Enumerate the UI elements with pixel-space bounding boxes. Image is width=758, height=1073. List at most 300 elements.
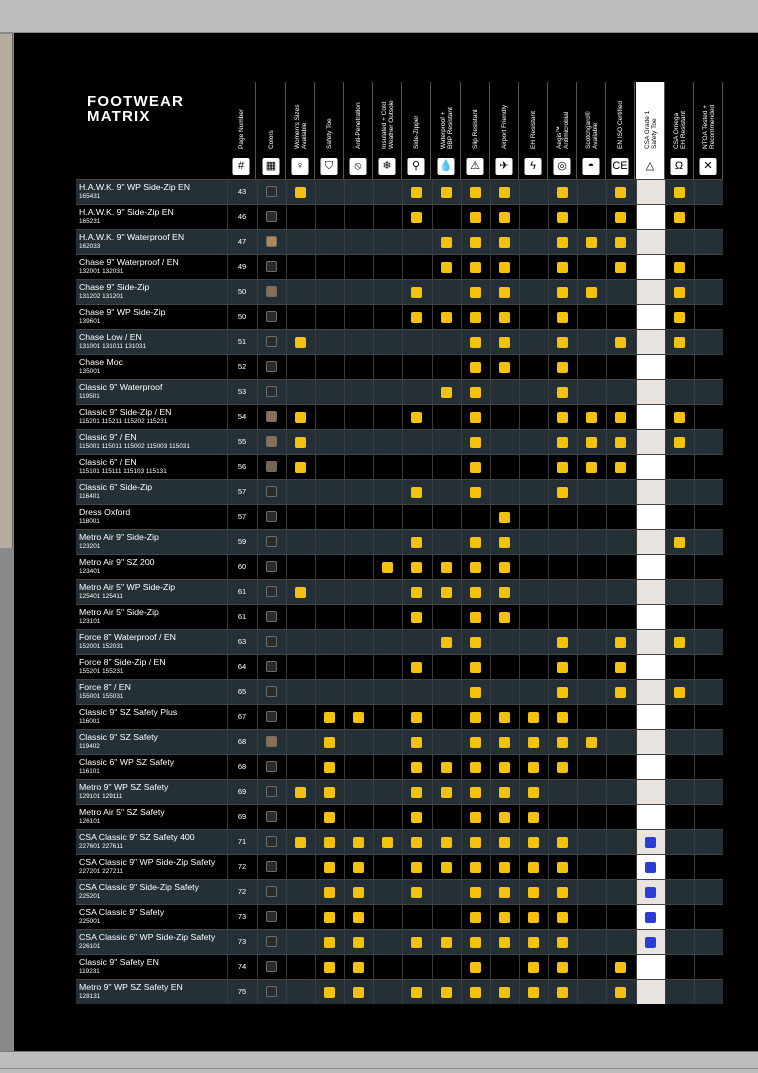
cell-csa_g1 [636, 255, 665, 279]
cell-airport [490, 605, 519, 629]
feature-marker [353, 712, 364, 723]
cell-aegis [548, 180, 577, 204]
page-number: 55 [227, 430, 256, 454]
cell-women [286, 830, 315, 854]
feature-marker [528, 762, 539, 773]
feature-marker [411, 612, 422, 623]
cell-csa_omega [665, 755, 694, 779]
table-row [76, 254, 723, 279]
feature-marker [557, 712, 568, 723]
cell-ntoa [694, 705, 723, 729]
cell-wp_bbp [432, 580, 461, 604]
color-swatch [266, 611, 277, 622]
cell-csa_omega [665, 230, 694, 254]
cell-eh [519, 255, 548, 279]
feature-marker [557, 337, 568, 348]
column-header-label: EN ISO Certified [617, 100, 624, 149]
product-codes: 125401 125411 [79, 593, 123, 600]
cell-scotch [577, 330, 606, 354]
cell-csa_omega [665, 505, 694, 529]
page-number: 64 [227, 655, 256, 679]
feature-marker [499, 987, 510, 998]
cell-scotch [577, 605, 606, 629]
feature-marker [441, 262, 452, 273]
cell-slip [461, 280, 490, 304]
cell-insulated [373, 705, 402, 729]
feature-marker [411, 562, 422, 573]
cell-colors [257, 455, 286, 479]
cell-insulated [373, 605, 402, 629]
page-number: 50 [227, 305, 256, 329]
cell-scotch [577, 530, 606, 554]
cell-aegis [548, 330, 577, 354]
cell-eh [519, 330, 548, 354]
ce-mark-icon: CE [612, 158, 629, 175]
feature-marker [499, 312, 510, 323]
cell-eh [519, 780, 548, 804]
cell-ntoa [694, 930, 723, 954]
cell-airport [490, 780, 519, 804]
feature-marker [499, 587, 510, 598]
product-codes: 119231 [79, 968, 100, 975]
cell-side_zip [402, 230, 431, 254]
cell-airport [490, 330, 519, 354]
product-name-cell [76, 955, 227, 980]
cell-ntoa [694, 430, 723, 454]
cell-eh [519, 455, 548, 479]
page-number: 74 [227, 955, 256, 979]
color-swatch [266, 361, 277, 372]
cell-wp_bbp [432, 330, 461, 354]
cell-ntoa [694, 680, 723, 704]
cell-colors [257, 580, 286, 604]
page-number: 59 [227, 530, 256, 554]
cell-airport [490, 480, 519, 504]
cell-insulated [373, 955, 402, 979]
cell-women [286, 255, 315, 279]
feature-marker [528, 912, 539, 923]
cell-wp_bbp [432, 205, 461, 229]
cell-aegis [548, 380, 577, 404]
matrix-title-cell [76, 82, 227, 179]
table-row [76, 904, 723, 929]
feature-marker [411, 412, 422, 423]
product-name: Metro Air 5" Side-Zip [79, 607, 159, 617]
table-row [76, 754, 723, 779]
feature-marker [674, 437, 685, 448]
cell-anti_pen [344, 830, 373, 854]
page-number: 65 [227, 680, 256, 704]
cell-safety_toe [315, 605, 344, 629]
cell-slip [461, 205, 490, 229]
product-name-cell [76, 780, 227, 805]
cell-airport [490, 880, 519, 904]
table-row [76, 879, 723, 904]
cell-aegis [548, 805, 577, 829]
feature-marker [499, 612, 510, 623]
cell-colors [257, 305, 286, 329]
cell-insulated [373, 180, 402, 204]
product-name: Chase Low / EN [79, 332, 142, 342]
feature-marker [557, 262, 568, 273]
cell-women [286, 555, 315, 579]
cell-safety_toe [315, 280, 344, 304]
column-header-anti_pen [344, 82, 373, 179]
cell-airport [490, 230, 519, 254]
cell-csa_g1 [636, 830, 665, 854]
cell-ntoa [694, 580, 723, 604]
page-number: 56 [227, 455, 256, 479]
color-swatch [266, 711, 277, 722]
cell-airport [490, 805, 519, 829]
column-header-ntoa [694, 82, 723, 179]
feature-marker [674, 412, 685, 423]
cell-aegis [548, 530, 577, 554]
cell-csa_omega [665, 330, 694, 354]
cell-women [286, 855, 315, 879]
cell-ntoa [694, 905, 723, 929]
feature-marker [411, 937, 422, 948]
cell-safety_toe [315, 930, 344, 954]
cell-women [286, 880, 315, 904]
cell-airport [490, 530, 519, 554]
feature-marker [674, 337, 685, 348]
cell-slip [461, 705, 490, 729]
feature-marker [674, 537, 685, 548]
cell-slip [461, 905, 490, 929]
cell-colors [257, 955, 286, 979]
cell-en_iso [606, 305, 635, 329]
feature-marker [557, 237, 568, 248]
color-swatch [266, 836, 277, 847]
cell-side_zip [402, 955, 431, 979]
cell-safety_toe [315, 780, 344, 804]
cell-en_iso [606, 680, 635, 704]
feature-marker [674, 637, 685, 648]
cell-scotch [577, 830, 606, 854]
product-codes: 123401 [79, 568, 101, 575]
cell-side_zip [402, 830, 431, 854]
feature-marker [528, 837, 539, 848]
color-swatch [266, 211, 277, 222]
cell-anti_pen [344, 455, 373, 479]
cell-airport [490, 755, 519, 779]
cell-women [286, 805, 315, 829]
cell-eh [519, 430, 548, 454]
feature-marker [528, 737, 539, 748]
cell-slip [461, 605, 490, 629]
table-row [76, 704, 723, 729]
page-number: 67 [227, 705, 256, 729]
table-row [76, 279, 723, 304]
cell-safety_toe [315, 530, 344, 554]
page-number: 54 [227, 405, 256, 429]
cell-eh [519, 280, 548, 304]
cell-csa_omega [665, 630, 694, 654]
cell-eh [519, 580, 548, 604]
cell-side_zip [402, 405, 431, 429]
cell-safety_toe [315, 180, 344, 204]
feature-marker [557, 287, 568, 298]
product-name: Force 8" Waterproof / EN [79, 632, 176, 642]
feature-marker [353, 937, 364, 948]
feature-marker [499, 762, 510, 773]
product-name: H.A.W.K. 9" Side-Zip EN [79, 207, 174, 217]
cell-side_zip [402, 630, 431, 654]
column-header-label: Aegis™ Antimicrobial [555, 111, 570, 149]
cell-side_zip [402, 180, 431, 204]
feature-marker [470, 887, 481, 898]
feature-marker [557, 912, 568, 923]
feature-marker [470, 237, 481, 248]
product-name: CSA Classic 9" SZ Safety 400 [79, 832, 195, 842]
airplane-icon: ✈ [496, 158, 513, 175]
cell-eh [519, 480, 548, 504]
cell-colors [257, 930, 286, 954]
feature-marker [586, 737, 597, 748]
cell-colors [257, 905, 286, 929]
color-swatch [266, 661, 277, 672]
product-name-cell [76, 605, 227, 630]
feature-marker [528, 812, 539, 823]
cell-eh [519, 205, 548, 229]
feature-marker [411, 587, 422, 598]
feature-marker [382, 562, 393, 573]
feature-marker [382, 837, 393, 848]
cell-wp_bbp [432, 555, 461, 579]
product-name-cell [76, 930, 227, 955]
snowflake-icon: ❄ [379, 158, 396, 175]
cell-en_iso [606, 330, 635, 354]
page-number: 52 [227, 355, 256, 379]
cell-safety_toe [315, 655, 344, 679]
feature-marker [557, 762, 568, 773]
cell-insulated [373, 455, 402, 479]
cell-safety_toe [315, 405, 344, 429]
cell-en_iso [606, 880, 635, 904]
cell-airport [490, 705, 519, 729]
cell-women [286, 630, 315, 654]
feature-marker [411, 287, 422, 298]
product-name: H.A.W.K. 9" Waterproof EN [79, 232, 185, 242]
cell-colors [257, 330, 286, 354]
cell-ntoa [694, 755, 723, 779]
page-number: 53 [227, 380, 256, 404]
cell-csa_g1 [636, 980, 665, 1004]
cell-csa_g1 [636, 330, 665, 354]
feature-marker [441, 762, 452, 773]
cell-insulated [373, 405, 402, 429]
cell-wp_bbp [432, 280, 461, 304]
feature-marker [557, 687, 568, 698]
cell-scotch [577, 480, 606, 504]
cell-insulated [373, 430, 402, 454]
product-codes: 118001 [79, 518, 100, 525]
cell-side_zip [402, 355, 431, 379]
feature-marker [499, 862, 510, 873]
feature-marker [411, 487, 422, 498]
feature-marker [441, 987, 452, 998]
cell-aegis [548, 830, 577, 854]
cell-wp_bbp [432, 380, 461, 404]
feature-marker [295, 412, 306, 423]
color-swatch [266, 311, 277, 322]
column-header-page [227, 82, 256, 179]
feature-marker [411, 887, 422, 898]
cell-ntoa [694, 180, 723, 204]
cell-csa_omega [665, 605, 694, 629]
feature-marker [470, 387, 481, 398]
feature-marker [615, 687, 626, 698]
cell-csa_omega [665, 280, 694, 304]
cell-side_zip [402, 530, 431, 554]
page-number: 43 [227, 180, 256, 204]
cell-colors [257, 630, 286, 654]
feature-marker [674, 212, 685, 223]
product-name-cell [76, 555, 227, 580]
feature-marker [470, 787, 481, 798]
cell-wp_bbp [432, 455, 461, 479]
product-codes: 115001 115011 115002 115003 115031 [79, 443, 190, 450]
page-number: 69 [227, 805, 256, 829]
feature-marker [441, 937, 452, 948]
cell-airport [490, 930, 519, 954]
cell-insulated [373, 680, 402, 704]
cell-colors [257, 880, 286, 904]
cell-aegis [548, 605, 577, 629]
color-swatch [266, 236, 277, 247]
cell-ntoa [694, 980, 723, 1004]
feature-marker [324, 962, 335, 973]
cell-csa_omega [665, 855, 694, 879]
feature-marker [441, 637, 452, 648]
cell-csa_g1 [636, 630, 665, 654]
feature-marker [557, 937, 568, 948]
cell-colors [257, 680, 286, 704]
product-name: Chase 9" Waterproof / EN [79, 257, 179, 267]
feature-marker [324, 862, 335, 873]
product-name: Metro Air 9" SZ 200 [79, 557, 155, 567]
cell-en_iso [606, 255, 635, 279]
product-codes: 227201 227211 [79, 868, 123, 875]
cell-en_iso [606, 855, 635, 879]
cell-side_zip [402, 330, 431, 354]
cell-eh [519, 830, 548, 854]
cell-ntoa [694, 305, 723, 329]
product-codes: 115201 115211 115202 115231 [79, 418, 168, 425]
cell-scotch [577, 355, 606, 379]
cell-side_zip [402, 205, 431, 229]
product-name: H.A.W.K. 9" WP Side-Zip EN [79, 182, 191, 192]
product-name: Classic 9" SZ Safety Plus [79, 707, 178, 717]
cell-slip [461, 505, 490, 529]
cell-en_iso [606, 205, 635, 229]
cell-en_iso [606, 355, 635, 379]
feature-marker [470, 662, 481, 673]
bottom-divider [0, 1068, 758, 1069]
table-row [76, 654, 723, 679]
feature-marker [615, 187, 626, 198]
cell-csa_omega [665, 905, 694, 929]
feature-marker [586, 437, 597, 448]
product-name: Metro Air 9" Side-Zip [79, 532, 159, 542]
table-row [76, 229, 723, 254]
cell-eh [519, 530, 548, 554]
cell-aegis [548, 355, 577, 379]
cell-csa_g1 [636, 180, 665, 204]
cell-scotch [577, 230, 606, 254]
product-codes: 131001 131011 131031 [79, 343, 147, 350]
cell-side_zip [402, 605, 431, 629]
cell-scotch [577, 705, 606, 729]
cell-ntoa [694, 605, 723, 629]
feature-marker [470, 962, 481, 973]
color-swatch [266, 186, 277, 197]
product-name-cell [76, 530, 227, 555]
cell-en_iso [606, 755, 635, 779]
cell-insulated [373, 880, 402, 904]
table-row [76, 829, 723, 854]
cell-anti_pen [344, 705, 373, 729]
product-name: Classic 6" WP SZ Safety [79, 757, 175, 767]
column-header-label: Slip Resistant [472, 109, 479, 149]
cell-slip [461, 755, 490, 779]
boot-icon: ⛉ [321, 158, 338, 175]
cell-slip [461, 830, 490, 854]
cell-csa_omega [665, 680, 694, 704]
cell-wp_bbp [432, 955, 461, 979]
product-codes: 225201 [79, 893, 101, 900]
product-name-cell [76, 380, 227, 405]
column-header-safety_toe [315, 82, 344, 179]
cell-insulated [373, 505, 402, 529]
cell-colors [257, 830, 286, 854]
feature-marker [557, 987, 568, 998]
footwear-matrix-table [76, 82, 723, 1003]
color-swatch [266, 436, 277, 447]
cell-csa_g1 [636, 230, 665, 254]
cell-colors [257, 280, 286, 304]
cell-csa_g1 [636, 430, 665, 454]
cell-aegis [548, 730, 577, 754]
product-codes: 139601 [79, 318, 101, 325]
cell-ntoa [694, 830, 723, 854]
cell-anti_pen [344, 680, 373, 704]
cell-safety_toe [315, 905, 344, 929]
feature-marker [557, 737, 568, 748]
table-row [76, 554, 723, 579]
cell-csa_g1 [636, 280, 665, 304]
color-swatch [266, 961, 277, 972]
product-name: CSA Classic 9" Safety [79, 907, 165, 917]
cell-ntoa [694, 780, 723, 804]
cell-slip [461, 330, 490, 354]
cell-side_zip [402, 655, 431, 679]
table-row [76, 579, 723, 604]
cell-eh [519, 555, 548, 579]
feature-marker [411, 537, 422, 548]
page-number: 72 [227, 855, 256, 879]
table-row [76, 804, 723, 829]
cell-csa_omega [665, 780, 694, 804]
cell-aegis [548, 205, 577, 229]
color-swatch [266, 911, 277, 922]
product-name: Metro 9" WP SZ Safety EN [79, 982, 183, 992]
feature-marker [295, 437, 306, 448]
feature-marker [470, 837, 481, 848]
product-name: CSA Classic 9" WP Side-Zip Safety [79, 857, 216, 867]
cell-wp_bbp [432, 705, 461, 729]
